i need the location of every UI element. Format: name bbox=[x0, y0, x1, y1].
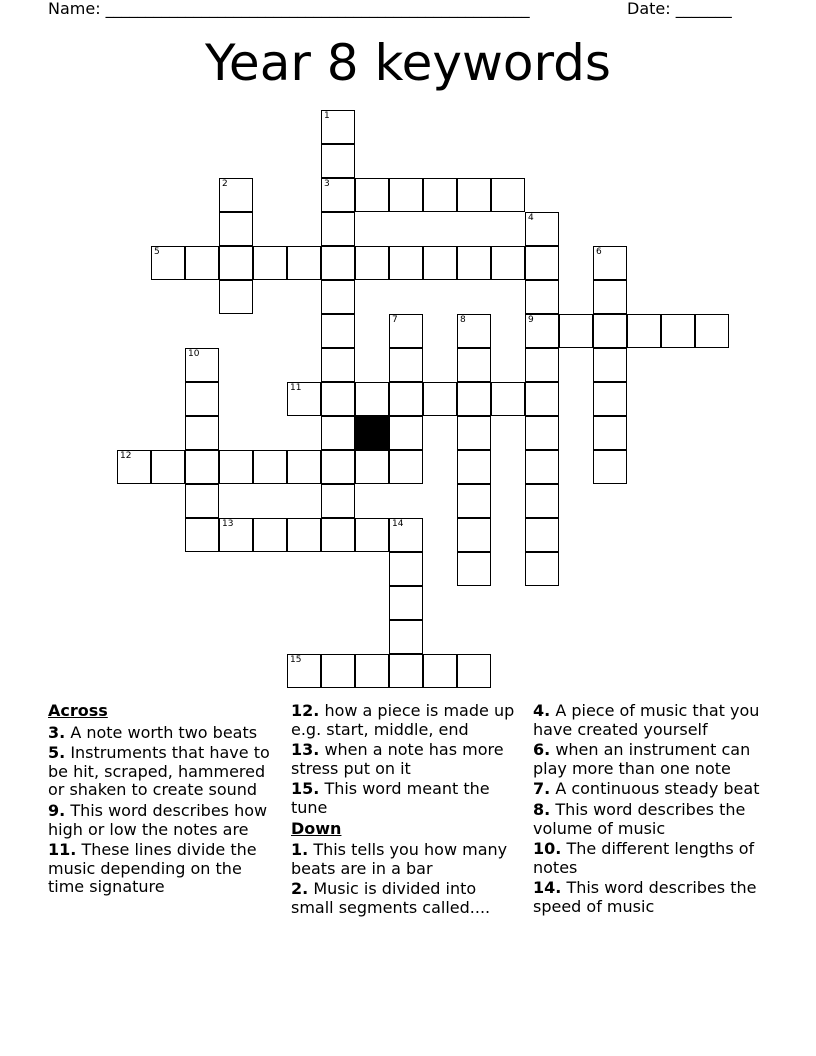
crossword-cell[interactable] bbox=[423, 382, 457, 416]
clues-column-2 bbox=[291, 702, 523, 920]
crossword-cell[interactable] bbox=[219, 212, 253, 246]
crossword-cell[interactable] bbox=[389, 518, 423, 552]
crossword-cell[interactable] bbox=[593, 416, 627, 450]
crossword-cell[interactable] bbox=[525, 280, 559, 314]
crossword-cell[interactable] bbox=[321, 484, 355, 518]
crossword-cell[interactable] bbox=[457, 382, 491, 416]
crossword-cell[interactable] bbox=[287, 382, 321, 416]
down-clue-1: 1. This tells you how many beats are in a bar bbox=[291, 840, 508, 878]
crossword-cell[interactable] bbox=[321, 144, 355, 178]
across-heading: Across bbox=[48, 701, 108, 720]
clue-number: 12 bbox=[120, 451, 132, 461]
down-clue-2: 2. Music is divided into small segments called.... bbox=[291, 879, 491, 917]
clue-number: 15 bbox=[290, 655, 302, 665]
across-clue-3: 3. A note worth two beats bbox=[48, 722, 258, 742]
crossword-cell[interactable] bbox=[219, 518, 253, 552]
crossword-cell[interactable] bbox=[389, 246, 423, 280]
crossword-cell[interactable] bbox=[525, 450, 559, 484]
across-clue-13: 13. when a note has more stress put on it bbox=[291, 740, 504, 778]
crossword-cell[interactable] bbox=[219, 246, 253, 280]
crossword-cell[interactable] bbox=[389, 314, 423, 348]
crossword-cell[interactable] bbox=[593, 246, 627, 280]
crossword-cell[interactable] bbox=[593, 280, 627, 314]
crossword-cell[interactable] bbox=[627, 314, 661, 348]
crossword-cell[interactable] bbox=[457, 484, 491, 518]
across-clue-9: 9. This word describes how high or low the notes are bbox=[48, 800, 268, 839]
crossword-cell[interactable] bbox=[321, 246, 355, 280]
across-clue-11: 11. These lines divide the music depending on the time signature bbox=[48, 840, 257, 897]
down-clue-7: 7. A continuous steady beat bbox=[533, 779, 760, 799]
crossword-cell[interactable] bbox=[525, 416, 559, 450]
crossword-cell[interactable] bbox=[491, 178, 525, 212]
crossword-cell[interactable] bbox=[185, 484, 219, 518]
crossword-cell[interactable] bbox=[525, 314, 559, 348]
name-field-line: Name: _____________________________________________________ bbox=[48, 0, 530, 18]
down-clue-4: 4. A piece of music that you have created yourself bbox=[533, 701, 760, 739]
crossword-cell[interactable] bbox=[389, 178, 423, 212]
crossword-cell[interactable] bbox=[321, 416, 355, 450]
crossword-block bbox=[355, 416, 389, 450]
crossword-cell[interactable] bbox=[287, 246, 321, 280]
crossword-cell[interactable] bbox=[389, 654, 423, 688]
crossword-cell[interactable] bbox=[457, 450, 491, 484]
crossword-cell[interactable] bbox=[525, 212, 559, 246]
crossword-cell[interactable] bbox=[423, 654, 457, 688]
crossword-cell[interactable] bbox=[321, 212, 355, 246]
crossword-cell[interactable] bbox=[389, 450, 423, 484]
crossword-cell[interactable] bbox=[219, 280, 253, 314]
crossword-cell[interactable] bbox=[593, 348, 627, 382]
crossword-cell[interactable] bbox=[287, 450, 321, 484]
crossword-cell[interactable] bbox=[185, 348, 219, 382]
crossword-cell[interactable] bbox=[457, 552, 491, 586]
crossword-cell[interactable] bbox=[593, 450, 627, 484]
crossword-cell[interactable] bbox=[355, 654, 389, 688]
clue-number: 5 bbox=[154, 247, 160, 257]
crossword-cell[interactable] bbox=[525, 552, 559, 586]
crossword-cell[interactable] bbox=[253, 518, 287, 552]
crossword-cell[interactable] bbox=[321, 280, 355, 314]
crossword-cell[interactable] bbox=[151, 450, 185, 484]
crossword-cell[interactable] bbox=[457, 246, 491, 280]
crossword-cell[interactable] bbox=[423, 246, 457, 280]
crossword-cell[interactable] bbox=[525, 518, 559, 552]
crossword-cell[interactable] bbox=[185, 246, 219, 280]
clue-number: 4 bbox=[528, 213, 534, 223]
crossword-cell[interactable] bbox=[355, 246, 389, 280]
crossword-cell[interactable] bbox=[117, 450, 151, 484]
crossword-cell[interactable] bbox=[355, 518, 389, 552]
down-clue-10: 10. The different lengths of notes bbox=[533, 839, 755, 877]
down-heading: Down bbox=[291, 818, 342, 838]
crossword-cell[interactable] bbox=[355, 450, 389, 484]
crossword-cell[interactable] bbox=[491, 382, 525, 416]
clue-number: 10 bbox=[188, 349, 200, 359]
crossword-cell[interactable] bbox=[219, 178, 253, 212]
clue-number: 3 bbox=[324, 179, 330, 189]
crossword-cell[interactable] bbox=[457, 518, 491, 552]
crossword-cell[interactable] bbox=[185, 382, 219, 416]
clue-number: 14 bbox=[392, 519, 404, 529]
crossword-cell[interactable] bbox=[185, 518, 219, 552]
crossword-cell[interactable] bbox=[457, 348, 491, 382]
crossword-cell[interactable] bbox=[559, 314, 593, 348]
crossword-cell[interactable] bbox=[457, 314, 491, 348]
crossword-cell[interactable] bbox=[321, 518, 355, 552]
crossword-cell[interactable] bbox=[661, 314, 695, 348]
crossword-cell[interactable] bbox=[389, 552, 423, 586]
clue-number: 6 bbox=[596, 247, 602, 257]
crossword-cell[interactable] bbox=[151, 246, 185, 280]
clue-number: 13 bbox=[222, 519, 234, 529]
clue-number: 11 bbox=[290, 383, 302, 393]
down-clue-8: 8. This word describes the volume of music bbox=[533, 799, 746, 838]
crossword-cell[interactable] bbox=[695, 314, 729, 348]
clue-number: 8 bbox=[460, 315, 466, 325]
crossword-cell[interactable] bbox=[389, 586, 423, 620]
down-clue-14: 14. This word describes the speed of music bbox=[533, 878, 757, 916]
crossword-cell[interactable] bbox=[253, 246, 287, 280]
clues-column-1 bbox=[48, 702, 280, 899]
crossword-cell[interactable] bbox=[457, 654, 491, 688]
crossword-cell[interactable] bbox=[389, 348, 423, 382]
crossword-cell[interactable] bbox=[389, 416, 423, 450]
crossword-cell[interactable] bbox=[321, 348, 355, 382]
crossword-cell[interactable] bbox=[253, 450, 287, 484]
crossword-cell[interactable] bbox=[525, 382, 559, 416]
clue-number: 7 bbox=[392, 315, 398, 325]
crossword-cell[interactable] bbox=[593, 314, 627, 348]
crossword-cell[interactable] bbox=[593, 382, 627, 416]
crossword-cell[interactable] bbox=[321, 382, 355, 416]
crossword-cell[interactable] bbox=[389, 620, 423, 654]
crossword-cell[interactable] bbox=[389, 382, 423, 416]
page-title: Year 8 keywords bbox=[205, 34, 611, 92]
date-field-line: Date: _______ bbox=[627, 0, 732, 18]
crossword-cell[interactable] bbox=[457, 178, 491, 212]
crossword-cell[interactable] bbox=[321, 110, 355, 144]
across-clue-5: 5. Instruments that have to be hit, scraped, hammered or shaken to create sound bbox=[48, 743, 270, 800]
crossword-cell[interactable] bbox=[321, 450, 355, 484]
crossword-cell[interactable] bbox=[525, 246, 559, 280]
crossword-cell[interactable] bbox=[185, 416, 219, 450]
crossword-cell[interactable] bbox=[321, 654, 355, 688]
crossword-cell[interactable] bbox=[219, 450, 253, 484]
across-clue-12: 12. how a piece is made up e.g. start, middle, end bbox=[291, 701, 515, 739]
crossword-cell[interactable] bbox=[423, 178, 457, 212]
clue-number: 1 bbox=[324, 111, 330, 121]
crossword-cell[interactable] bbox=[355, 382, 389, 416]
clue-number: 9 bbox=[528, 315, 534, 325]
crossword-cell[interactable] bbox=[525, 348, 559, 382]
crossword-cell[interactable] bbox=[321, 178, 355, 212]
crossword-cell[interactable] bbox=[287, 654, 321, 688]
crossword-cell[interactable] bbox=[457, 416, 491, 450]
clue-number: 2 bbox=[222, 179, 228, 189]
crossword-cell[interactable] bbox=[321, 314, 355, 348]
across-clue-15: 15. This word meant the tune bbox=[291, 779, 490, 817]
down-clue-6: 6. when an instrument can play more than one note bbox=[533, 740, 751, 778]
crossword-cell[interactable] bbox=[525, 484, 559, 518]
clues-column-3 bbox=[533, 702, 773, 919]
crossword-cell[interactable] bbox=[491, 246, 525, 280]
crossword-cell[interactable] bbox=[287, 518, 321, 552]
crossword-cell[interactable] bbox=[355, 178, 389, 212]
crossword-cell[interactable] bbox=[185, 450, 219, 484]
